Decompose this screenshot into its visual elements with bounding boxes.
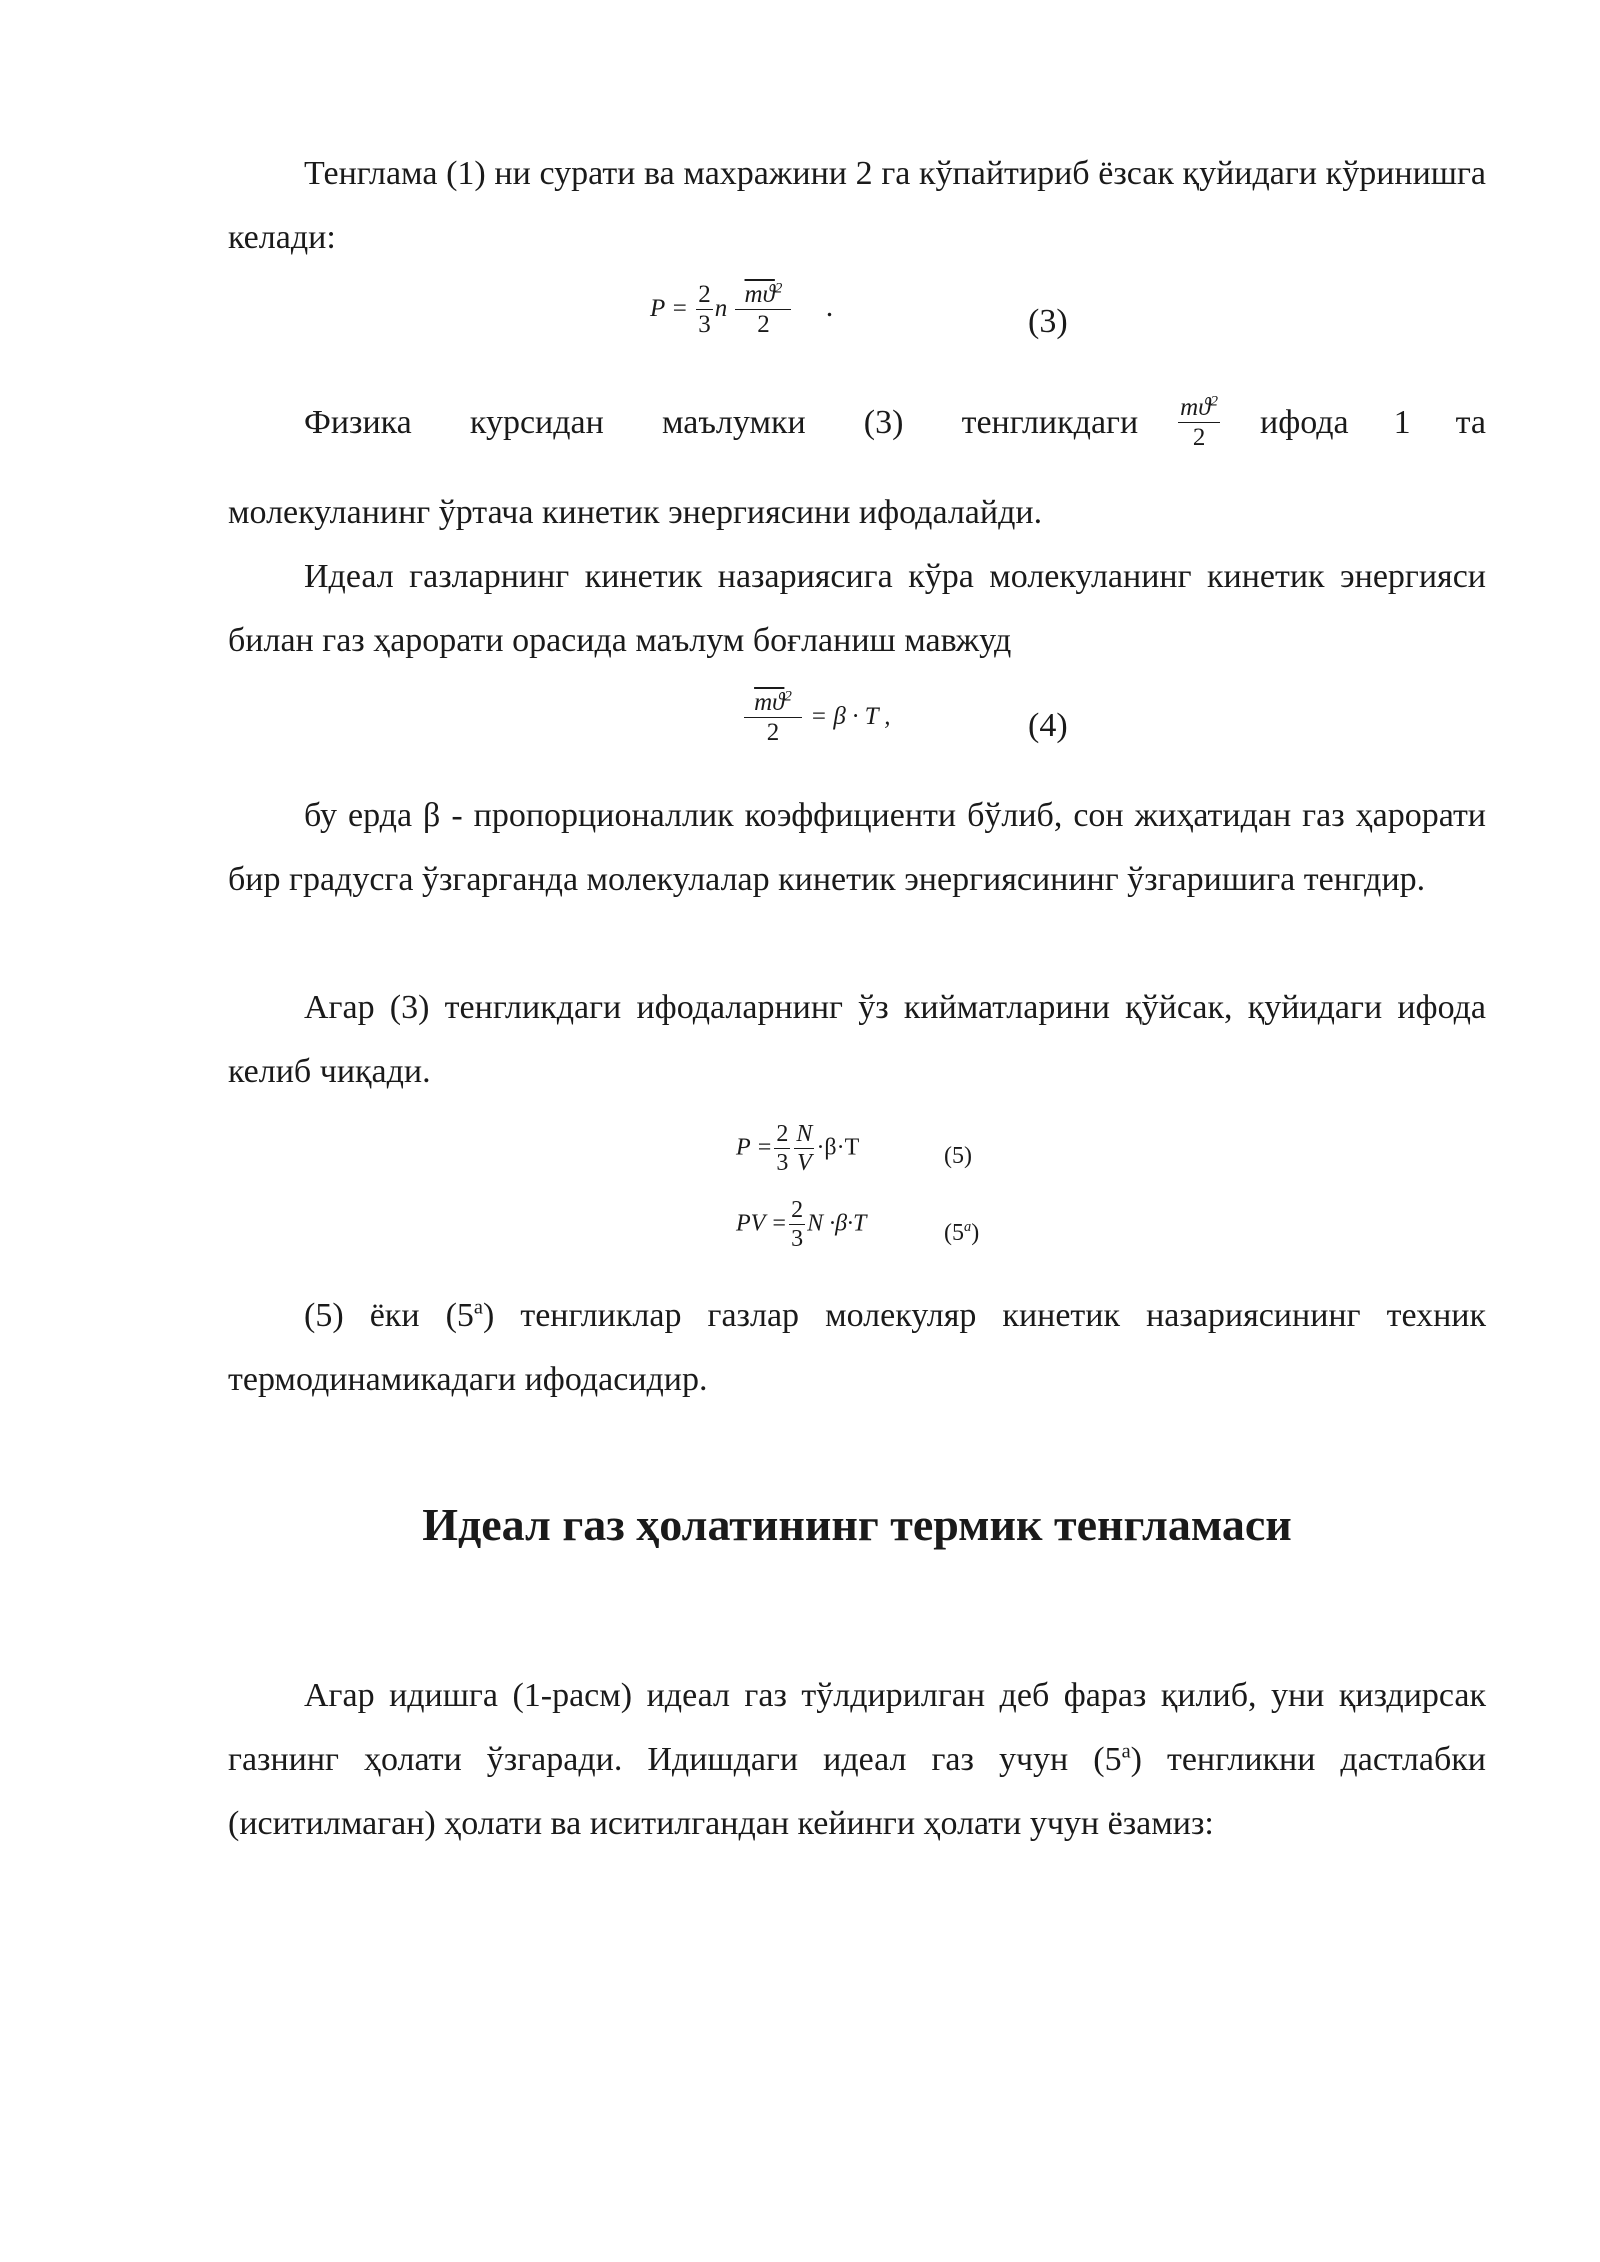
equation-4 [742,690,891,747]
eq5-coefficient [774,1122,790,1176]
paragraph-5: Агар (3) тенгликдаги ифодаларнинг ўз кийматларини қўйсак, қуйидаги ифода келиб чиқади. [228,989,1486,1090]
eq5-c-den: 3 [776,1150,789,1177]
paragraph-6 [228,1284,1486,1412]
eq3-coefficient [696,282,713,339]
section-heading: Идеал газ ҳолатининг термик тенгламаси [422,1499,1292,1550]
eq5-rhs: ·β·T [816,1134,860,1161]
paragraph-6-sup: а [473,1296,483,1319]
equation-5 [736,1122,859,1176]
inline-energy-fraction [1178,395,1220,452]
eq5-volume-fraction [794,1122,814,1176]
inline-frac-den: 2 [1192,424,1206,452]
eq3-lhs: P = [650,294,688,322]
eq5a-lhs: PV = [736,1210,788,1237]
paragraph-7 [228,1664,1486,1856]
eq3-coef-num: 2 [696,282,713,310]
inline-frac-sup: 2 [1210,393,1218,410]
eq3-frac-sup: 2 [774,280,783,297]
eq5a-c-num: 2 [789,1198,805,1225]
eq4-frac-num: $\overline{mϑ}$ [754,689,785,716]
paragraph-7-text-b: ) тенгликни дастлабки (иситилмаган) ҳолати ва иситилгандан кейинги ҳолати учун ёзамиз: [228,1741,1486,1842]
equation-3 [650,282,833,339]
paragraph-6-text-b: ) тенгликлар газлар молекуляр кинетик назариясининг техник термодинамикадаги ифодасидир. [228,1297,1486,1398]
eq5a-c-den: 3 [791,1226,804,1253]
eq5a-rhs: N ·β·T [807,1210,867,1237]
eq4-label: (4) [1028,707,1068,744]
eq4-rhs: = β · T , [810,702,891,730]
eq5a-coefficient [789,1198,805,1252]
paragraph-2-line-1 [304,395,1486,452]
paragraph-6-text-a: (5) ёки (5 [304,1297,474,1334]
eq3-tail: . [825,289,834,323]
equation-5a [736,1198,866,1252]
eq5-c-num: 2 [774,1122,790,1149]
paragraph-2-text-a: Физика курсидан маълумки (3) тенгликдаги [304,404,1139,442]
paragraph-4: бу ерда β - пропорционаллик коэффициенти бўлиб, сон жиҳатидан газ ҳарорати бир градусга ўзгарганда молекулалар кинетик энергиясининг ўзгаришига тенгдир. [228,797,1486,898]
paragraph-2-text-c: молекуланинг ўртача кинетик энергиясини ифодалайди. [228,494,1043,531]
paragraph-3: Идеал газларнинг кинетик назариясига кўра молекуланинг кинетик энергияси билан газ ҳарорати орасида маълум боғланиш мавжуд [228,558,1486,659]
eq4-fraction [744,690,802,747]
eq3-frac-num: $\overline{mϑ}$ [744,281,775,308]
paragraph-1: Тенглама (1) ни сурати ва махражини 2 га кўпайтириб ёзсак қуйидаги кўринишга келади: [228,155,1486,256]
eq4-frac-den: 2 [766,719,780,747]
eq5-label: (5) [944,1143,972,1169]
paragraph-7-text-a: Агар идишга (1-расм) идеал газ тўлдирилган деб фараз қилиб, уни қиздирсак газнинг ҳолати ўзгаради. Идишдаги идеал газ учун (5 [228,1677,1486,1778]
eq4-frac-sup: 2 [784,688,792,705]
eq5-v-den: V [797,1150,812,1177]
eq5-lhs: P = [736,1134,773,1161]
eq3-fraction [735,282,791,339]
eq5-v-num: N [794,1122,814,1149]
eq3-coef-den: 3 [698,311,711,339]
eq5a-label [944,1220,979,1247]
eq5a-label-sup: a [964,1219,972,1235]
paragraph-7-sup: а [1121,1740,1131,1763]
eq3-var: n [714,294,728,322]
paragraph-2-text-b: ифода 1 та [1260,404,1486,442]
inline-frac-num: mϑ [1180,394,1211,421]
eq3-frac-den: 2 [757,311,770,339]
eq5a-label-b: ) [971,1220,980,1246]
eq3-label: (3) [1028,303,1068,340]
eq5a-label-a: (5 [944,1220,964,1246]
